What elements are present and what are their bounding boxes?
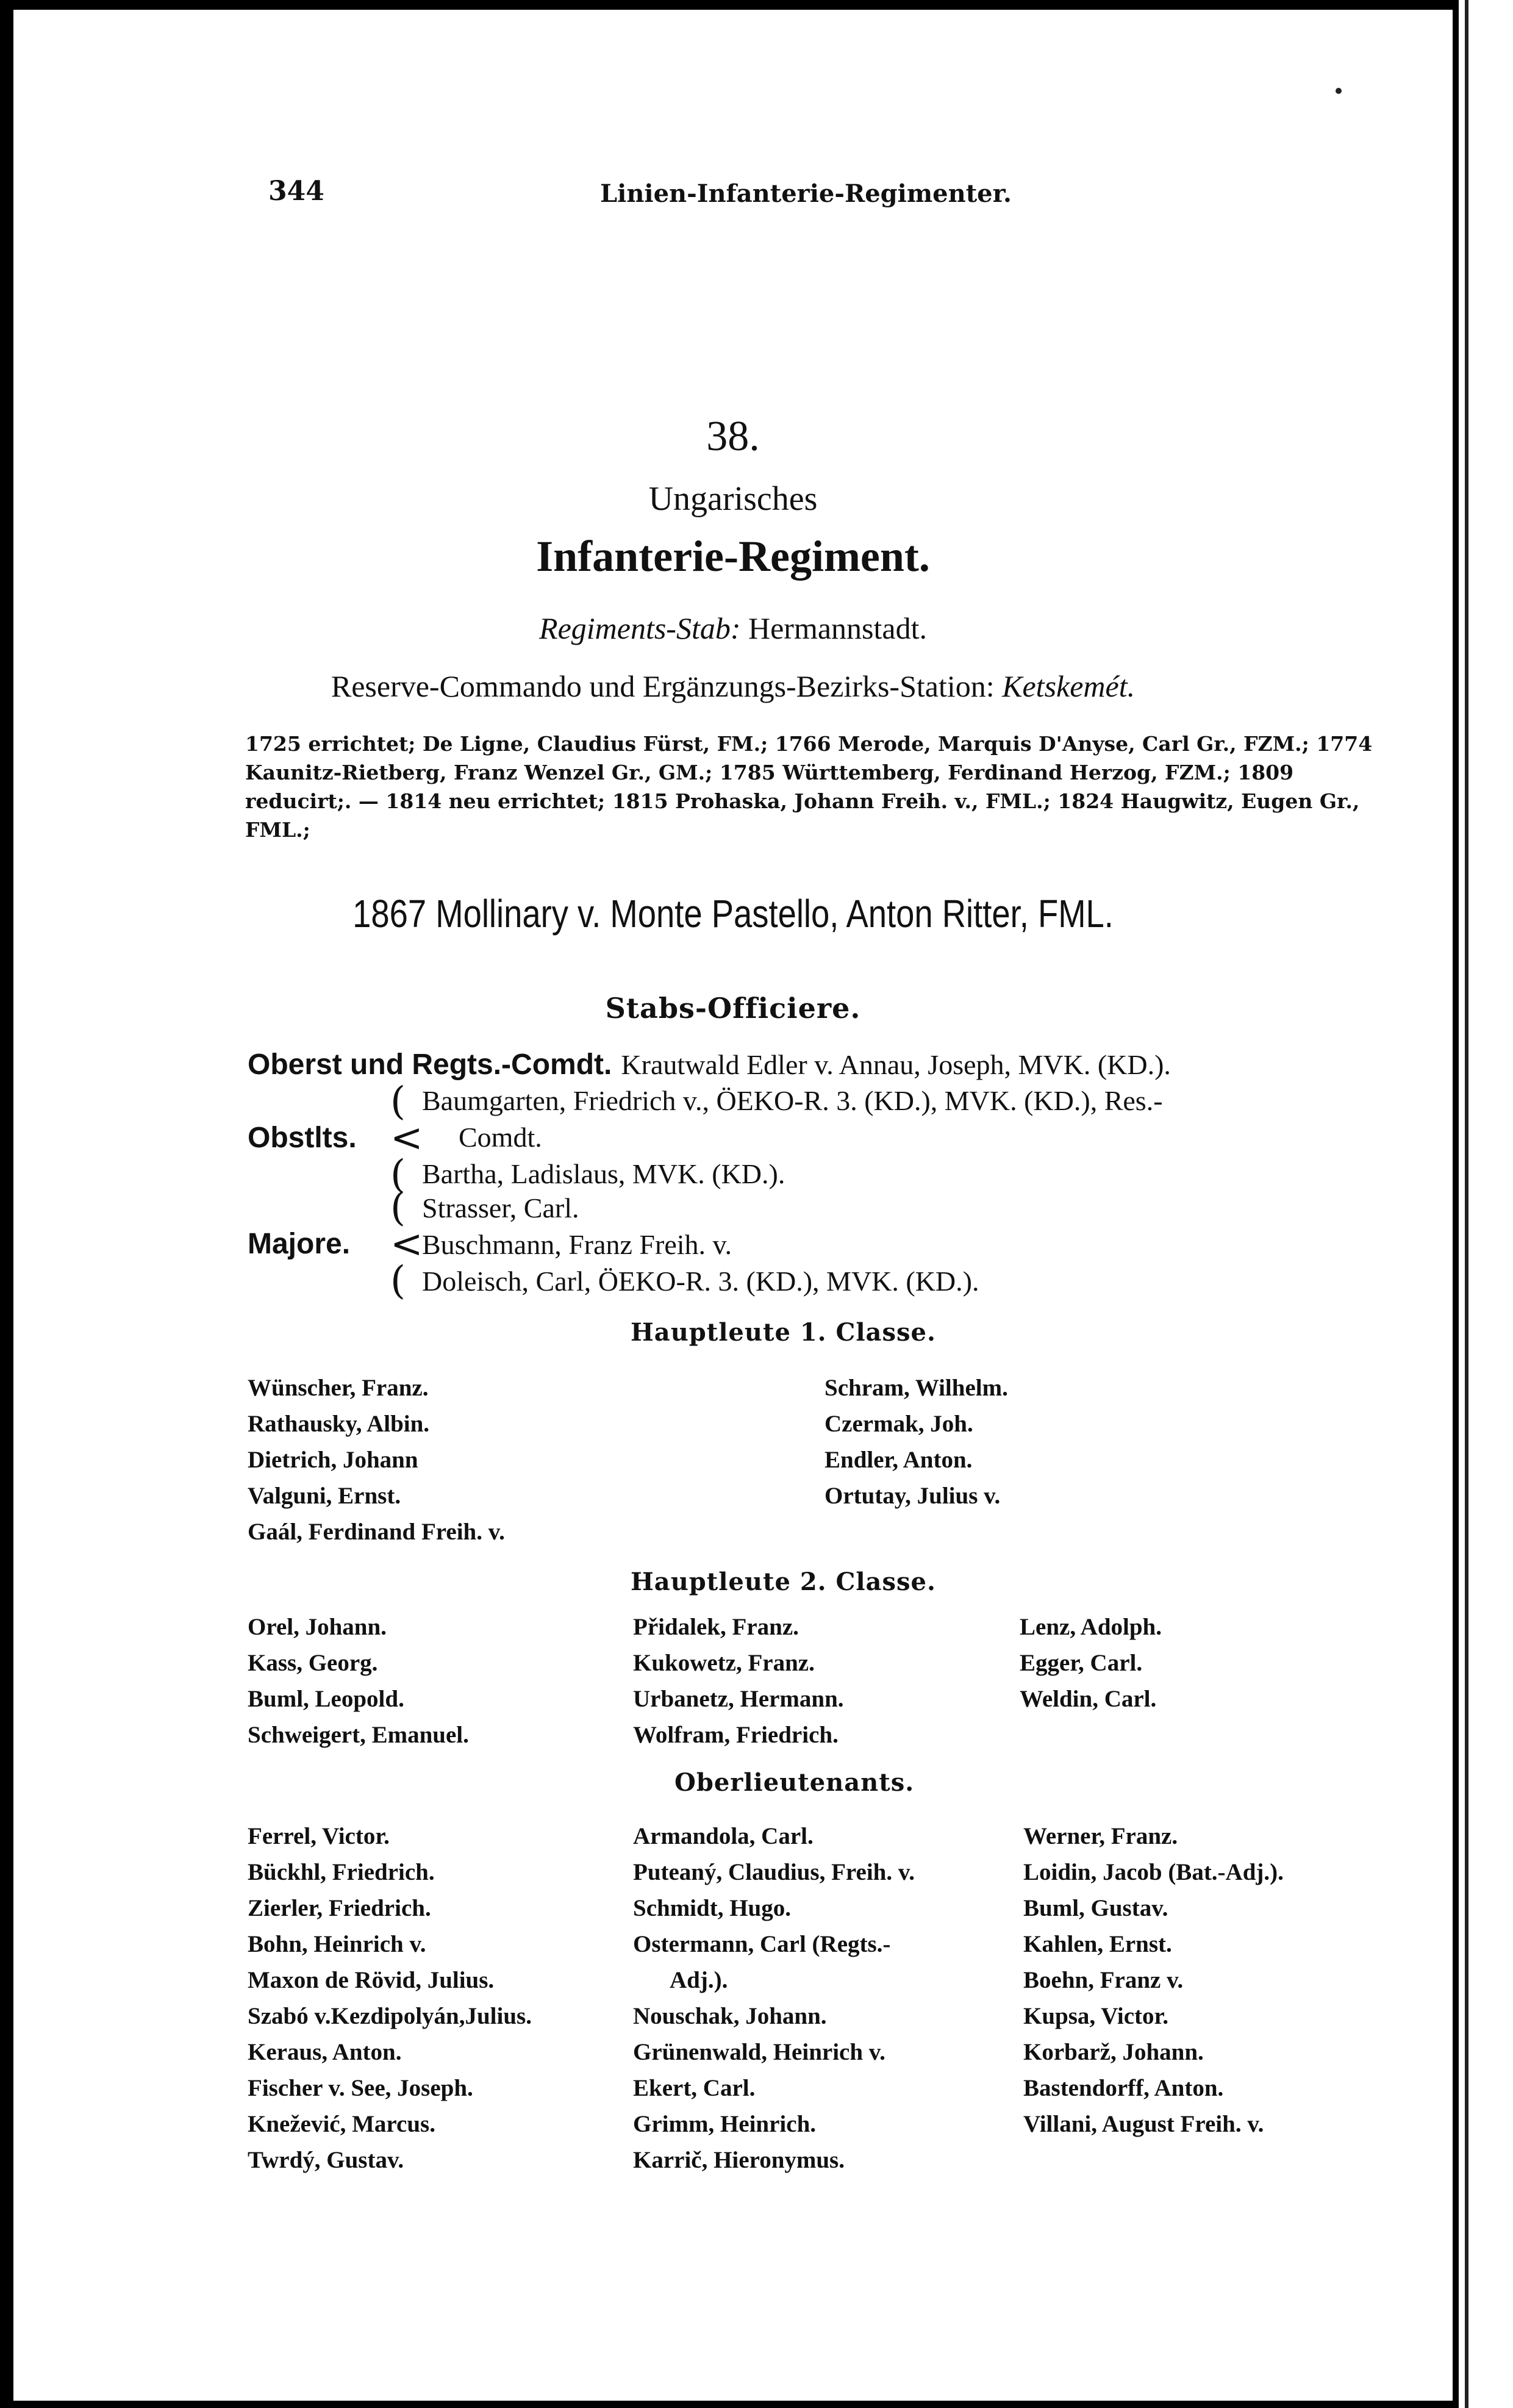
list-item: Grünenwald, Heinrich v.	[633, 2039, 885, 2065]
list-item: Ferrel, Victor.	[248, 1823, 390, 1849]
regiment-inhaber: 1867 Mollinary v. Monte Pastello, Anton Ritter, FML.	[352, 892, 1114, 936]
list-item: Knežević, Marcus.	[248, 2111, 435, 2137]
list-item: Czermak, Joh.	[824, 1411, 973, 1437]
obstlts-label: Obstlts.	[248, 1122, 357, 1154]
list-item: Wünscher, Franz.	[248, 1375, 429, 1401]
oberst-label: Oberst und Regts.-Comdt.	[248, 1048, 612, 1081]
list-item: Schweigert, Emanuel.	[248, 1722, 469, 1748]
list-item: Urbanetz, Hermann.	[633, 1686, 844, 1712]
list-item: Boehn, Franz v.	[1023, 1967, 1184, 1993]
list-item: Kupsa, Victor.	[1023, 2003, 1169, 2029]
hauptleute1-col1	[248, 1370, 505, 1550]
list-item: Buml, Leopold.	[248, 1686, 404, 1712]
major-line-2: Buschmann, Franz Freih. v.	[422, 1229, 732, 1260]
obstlt-line-1: Baumgarten, Friedrich v., ÖEKO-R. 3. (KD.), MVK. (KD.), Res.-	[422, 1085, 1163, 1116]
oberlieutenants-col2	[633, 1818, 915, 2178]
obstlt-line-2: Comdt.	[459, 1122, 542, 1153]
oberst-name: Krautwald Edler v. Annau, Joseph, MVK. (KD.).	[621, 1049, 1171, 1080]
regiment-history: 1725 errichtet; De Ligne, Claudius Fürst, FM.; 1766 Merode, Marquis D'Anyse, Carl Gr., FZM.; 1774 Kaunitz-Rietberg, Franz Wenzel Gr., GM.; 1785 Württemberg, Ferdinand Herzog, FZM.; 1809 reducirt;. — 1814 neu errichtet; 1815 Prohaska, Johann Freih. v., FML.; 1824 Haugwitz, Eugen Gr., FML.;	[245, 732, 1373, 842]
oberlieutenants-col3	[1023, 1818, 1284, 2142]
hauptleute1-col2	[824, 1370, 1008, 1514]
list-item: Keraus, Anton.	[248, 2039, 402, 2065]
list-item: Přidalek, Franz.	[633, 1614, 799, 1640]
speck-dot	[1336, 88, 1342, 94]
regiment-number: 38.	[706, 413, 760, 460]
page-fold-line	[1465, 0, 1468, 2408]
list-item: Villani, August Freih. v.	[1023, 2111, 1264, 2137]
obstlt-line-3: Bartha, Ladislaus, MVK. (KD.).	[422, 1158, 785, 1189]
hauptleute1-heading: Hauptleute 1. Classe.	[631, 1318, 936, 1347]
list-item: Grimm, Heinrich.	[633, 2111, 817, 2137]
hauptleute2-col2	[633, 1609, 844, 1753]
staff-location: Hermannstadt.	[748, 611, 927, 645]
reserve-station	[13, 668, 1453, 704]
list-item: Kass, Georg.	[248, 1650, 378, 1676]
list-item: Ekert, Carl.	[633, 2075, 756, 2101]
list-item: Orel, Johann.	[248, 1614, 387, 1640]
list-item: Valguni, Ernst.	[248, 1483, 401, 1509]
oberlieutenants-col1	[248, 1818, 532, 2178]
reserve-location: Ketskemét.	[1002, 669, 1136, 703]
list-item: Weldin, Carl.	[1020, 1686, 1157, 1712]
majore-brace: ( < (	[390, 1185, 423, 1303]
list-item: Kahlen, Ernst.	[1023, 1931, 1172, 1957]
obstlts-brace: ( < (	[390, 1079, 423, 1197]
list-item: Fischer v. See, Joseph.	[248, 2075, 473, 2101]
list-item: Puteaný, Claudius, Freih. v.	[633, 1859, 915, 1885]
document-page	[13, 10, 1453, 2401]
regiment-staff	[13, 611, 1453, 646]
oberlieutenants-heading: Oberlieutenants.	[674, 1768, 915, 1797]
reserve-label: Reserve-Commando und Ergänzungs-Bezirks-Station:	[331, 669, 995, 703]
list-item: Korbarž, Johann.	[1023, 2039, 1204, 2065]
list-item: Bückhl, Friedrich.	[248, 1859, 435, 1885]
list-item: Armandola, Carl.	[633, 1823, 814, 1849]
staff-label: Regiments-Stab:	[539, 611, 741, 645]
hauptleute2-heading: Hauptleute 2. Classe.	[631, 1568, 936, 1596]
list-item: Ostermann, Carl (Regts.-	[633, 1931, 891, 1957]
list-item: Kukowetz, Franz.	[633, 1650, 815, 1676]
list-item: Gaál, Ferdinand Freih. v.	[248, 1519, 505, 1545]
list-item: Schmidt, Hugo.	[633, 1895, 791, 1921]
major-line-1: Strasser, Carl.	[422, 1192, 579, 1224]
major-line-3: Doleisch, Carl, ÖEKO-R. 3. (KD.), MVK. (KD.).	[422, 1266, 979, 1297]
regiment-nationality: Ungarisches	[648, 480, 818, 518]
list-item: Schram, Wilhelm.	[824, 1375, 1008, 1401]
list-item: Egger, Carl.	[1020, 1650, 1143, 1676]
list-item: Dietrich, Johann	[248, 1447, 418, 1473]
list-item: Zierler, Friedrich.	[248, 1895, 431, 1921]
list-item: Ortutay, Julius v.	[824, 1483, 1001, 1509]
list-item: Bohn, Heinrich v.	[248, 1931, 426, 1957]
list-item: Adj.).	[670, 1967, 728, 1993]
running-title: Linien-Infanterie-Regimenter.	[600, 179, 1012, 208]
list-item: Werner, Franz.	[1023, 1823, 1178, 1849]
page-number: 344	[268, 176, 324, 207]
list-item: Wolfram, Friedrich.	[633, 1722, 839, 1748]
list-item: Karrič, Hieronymus.	[633, 2147, 845, 2173]
list-item: Nouschak, Johann.	[633, 2003, 827, 2029]
list-item: Bastendorff, Anton.	[1023, 2075, 1224, 2101]
majore-label: Majore.	[248, 1228, 351, 1260]
list-item: Endler, Anton.	[824, 1447, 973, 1473]
list-item: Szabó v.Kezdipolyán,Julius.	[248, 2003, 532, 2029]
list-item: Lenz, Adolph.	[1020, 1614, 1162, 1640]
list-item: Twrdý, Gustav.	[248, 2147, 404, 2173]
hauptleute2-col1	[248, 1609, 469, 1753]
stabs-heading: Stabs-Officiere.	[605, 992, 861, 1025]
hauptleute2-col3	[1020, 1609, 1162, 1717]
list-item: Maxon de Rövid, Julius.	[248, 1967, 495, 1993]
list-item: Rathausky, Albin.	[248, 1411, 430, 1437]
list-item: Buml, Gustav.	[1023, 1895, 1168, 1921]
list-item: Loidin, Jacob (Bat.-Adj.).	[1023, 1859, 1284, 1885]
oberst-line	[248, 1048, 1171, 1081]
regiment-type: Infanterie-Regiment.	[536, 532, 930, 581]
